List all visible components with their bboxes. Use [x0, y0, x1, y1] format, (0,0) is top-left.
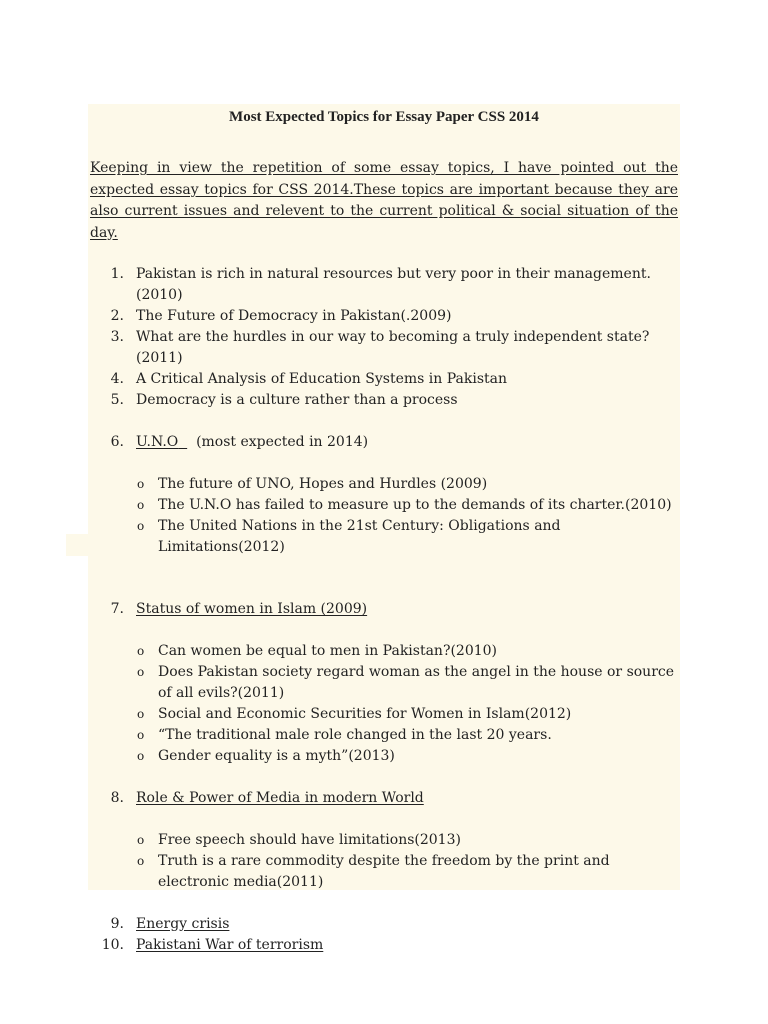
- bullet-icon: o: [137, 728, 145, 742]
- bullet-icon: o: [137, 498, 145, 512]
- list-item: [90, 390, 678, 411]
- list-item: [90, 432, 678, 453]
- bullet-icon: o: [137, 519, 145, 533]
- subtopic-text: The future of UNO, Hopes and Hurdles (2009): [158, 476, 488, 492]
- list-number: 7.: [110, 601, 124, 617]
- topic-uno: [90, 432, 678, 453]
- topic-list-final: [90, 914, 678, 956]
- subtopic-text: Gender equality is a myth”(2013): [158, 748, 395, 764]
- subtopic-text: The United Nations in the 21st Century: Obligations and Limitations(2012): [158, 518, 561, 555]
- list-item: [90, 725, 678, 746]
- subtopic-text: Social and Economic Securities for Women in Islam(2012): [158, 706, 572, 722]
- list-item: [90, 851, 678, 893]
- uno-subtopics: [90, 474, 678, 558]
- topic-heading: U.N.O: [136, 434, 179, 450]
- topic-note: (most expected in 2014): [196, 434, 369, 450]
- list-number: 2.: [110, 308, 124, 324]
- document-body: [90, 104, 678, 956]
- list-number: 3.: [110, 329, 124, 345]
- subtopic-text: Truth is a rare commodity despite the freedom by the print and electronic media(2011): [158, 853, 610, 890]
- list-item: [90, 369, 678, 390]
- women-subtopics: [90, 641, 678, 767]
- list-number: 4.: [110, 371, 124, 387]
- topic-heading: Pakistani War of terrorism: [136, 937, 324, 953]
- list-number: 10.: [101, 937, 124, 953]
- topic-text: A Critical Analysis of Education Systems in Pakistan: [136, 371, 507, 387]
- list-number: 9.: [110, 916, 124, 932]
- topic-women: [90, 599, 678, 620]
- list-item: [90, 662, 678, 704]
- subtopic-text: “The traditional male role changed in the last 20 years.: [158, 727, 552, 743]
- bullet-icon: o: [137, 477, 145, 491]
- list-number: 8.: [110, 790, 124, 806]
- bullet-icon: o: [137, 854, 145, 868]
- topic-text: What are the hurdles in our way to becoming a truly independent state?(2011): [136, 329, 650, 366]
- subtopic-text: Free speech should have limitations(2013): [158, 832, 461, 848]
- list-item: [90, 495, 678, 516]
- bullet-icon: o: [137, 644, 145, 658]
- bullet-icon: o: [137, 833, 145, 847]
- topic-heading: Role & Power of Media in modern World: [136, 790, 424, 806]
- list-number: 5.: [110, 392, 124, 408]
- topic-list: [90, 264, 678, 411]
- subtopic-text: The U.N.O has failed to measure up to the demands of its charter.(2010): [158, 497, 672, 513]
- media-subtopics: [90, 830, 678, 893]
- list-item: [90, 306, 678, 327]
- list-item: [90, 788, 678, 809]
- list-item: [90, 914, 678, 935]
- bullet-icon: o: [137, 665, 145, 679]
- list-item: [90, 704, 678, 725]
- intro-paragraph: Keeping in view the repetition of some essay topics, I have pointed out the expected essay topics for CSS 2014.These topics are important because they are also current issues and relevent to the current political & social situation of the day.: [90, 160, 678, 241]
- list-item: [90, 935, 678, 956]
- list-item: [90, 599, 678, 620]
- topic-media: [90, 788, 678, 809]
- list-item: [90, 474, 678, 495]
- topic-text: Pakistan is rich in natural resources but very poor in their management.(2010): [136, 266, 651, 303]
- list-item: [90, 641, 678, 662]
- bullet-icon: o: [137, 707, 145, 721]
- list-number: 6.: [110, 434, 124, 450]
- topic-text: Democracy is a culture rather than a process: [136, 392, 458, 408]
- topic-heading: Energy crisis: [136, 916, 230, 932]
- subtopic-text: Does Pakistan society regard woman as the angel in the house or source of all evils?(2011): [158, 664, 675, 701]
- list-item: [90, 516, 678, 558]
- document-title: Most Expected Topics for Essay Paper CSS 2014: [229, 109, 539, 125]
- list-item: [90, 746, 678, 767]
- subtopic-text: Can women be equal to men in Pakistan?(2010): [158, 643, 498, 659]
- list-item: [90, 327, 678, 369]
- list-item: [90, 264, 678, 306]
- list-number: 1.: [110, 266, 124, 282]
- bullet-icon: o: [137, 749, 145, 763]
- topic-text: The Future of Democracy in Pakistan(.2009): [136, 308, 452, 324]
- list-item: [90, 830, 678, 851]
- topic-heading: Status of women in Islam (2009): [136, 601, 368, 617]
